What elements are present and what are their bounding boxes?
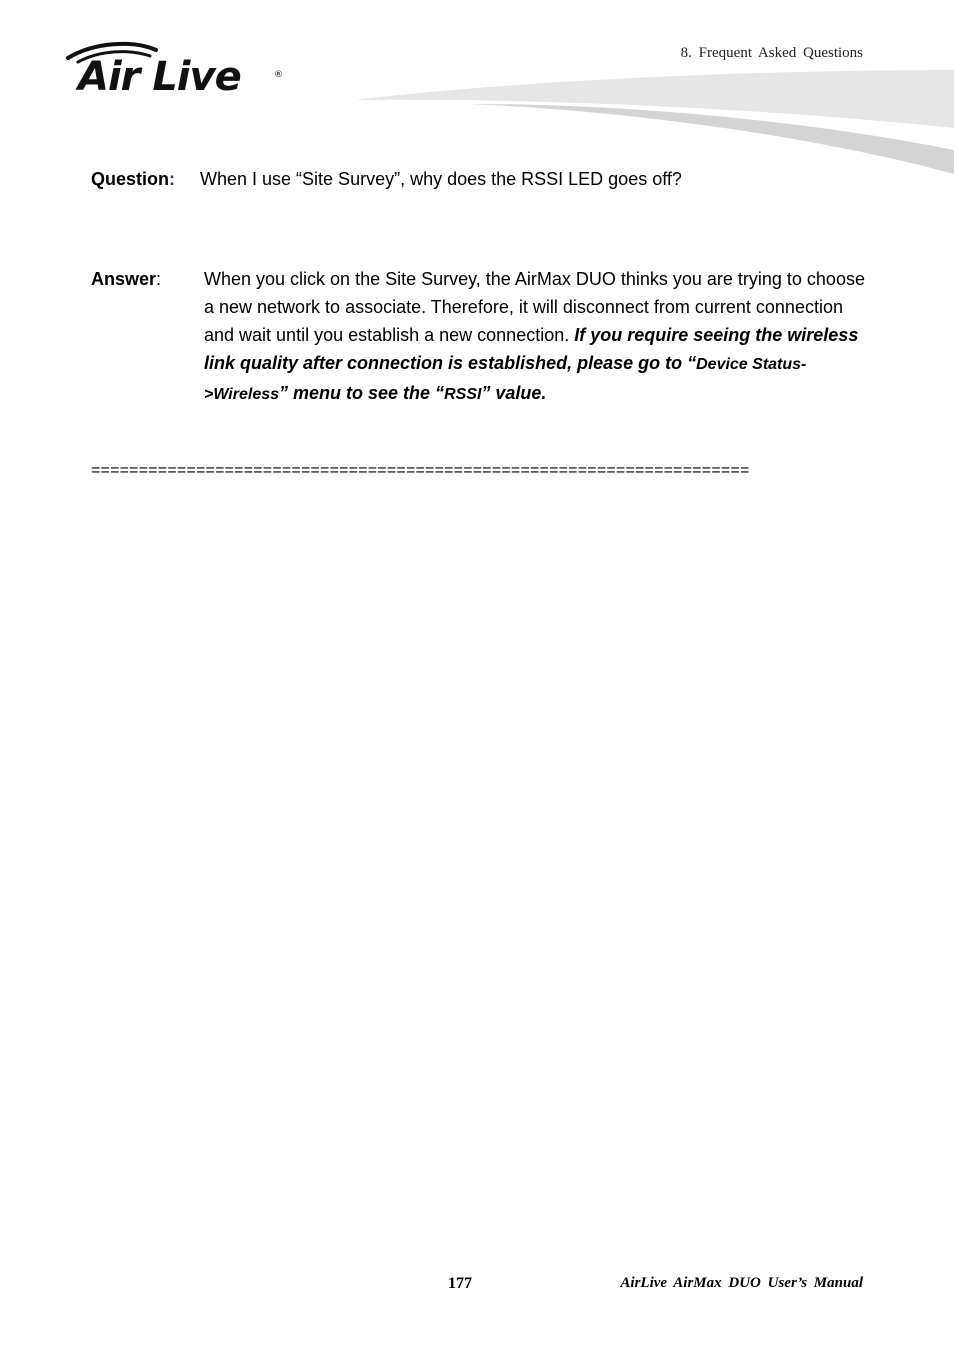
faq-answer [91,265,871,403]
registered-mark: ® [274,70,283,80]
manual-title: AirLive AirMax DUO User’s Manual [620,1275,863,1291]
faq-question [91,165,871,193]
page-number: 177 [448,1275,472,1292]
question-colon: : [169,169,176,189]
answer-menu-path: Device Status->Wireless [204,356,807,403]
airlive-logo [62,40,292,106]
logo-wordmark: Air Live [78,54,241,100]
answer-emphasis-3: ” value. [481,383,547,403]
answer-emphasis-1: If you require seeing the wireless link quality after connection is established, please go to “ [204,325,859,373]
answer-body [204,265,868,409]
answer-rssi-term: RSSI [444,386,482,403]
answer-label: Answer [91,269,157,289]
answer-colon: : [156,269,162,289]
answer-plain-text: When you click on the Site Survey, the AirMax DUO thinks you are trying to choose a new network to associate. Therefore, it will disconnect from current connection and wait until you establish a new connection. [204,269,865,345]
question-text: When I use “Site Survey”, why does the RSSI LED goes off? [200,169,682,189]
question-label: Question [91,169,170,189]
chapter-title: 8. Frequent Asked Questions [680,45,863,61]
section-separator: ===================================================================== [91,462,750,479]
answer-emphasis-2: ” menu to see the “ [279,383,445,403]
